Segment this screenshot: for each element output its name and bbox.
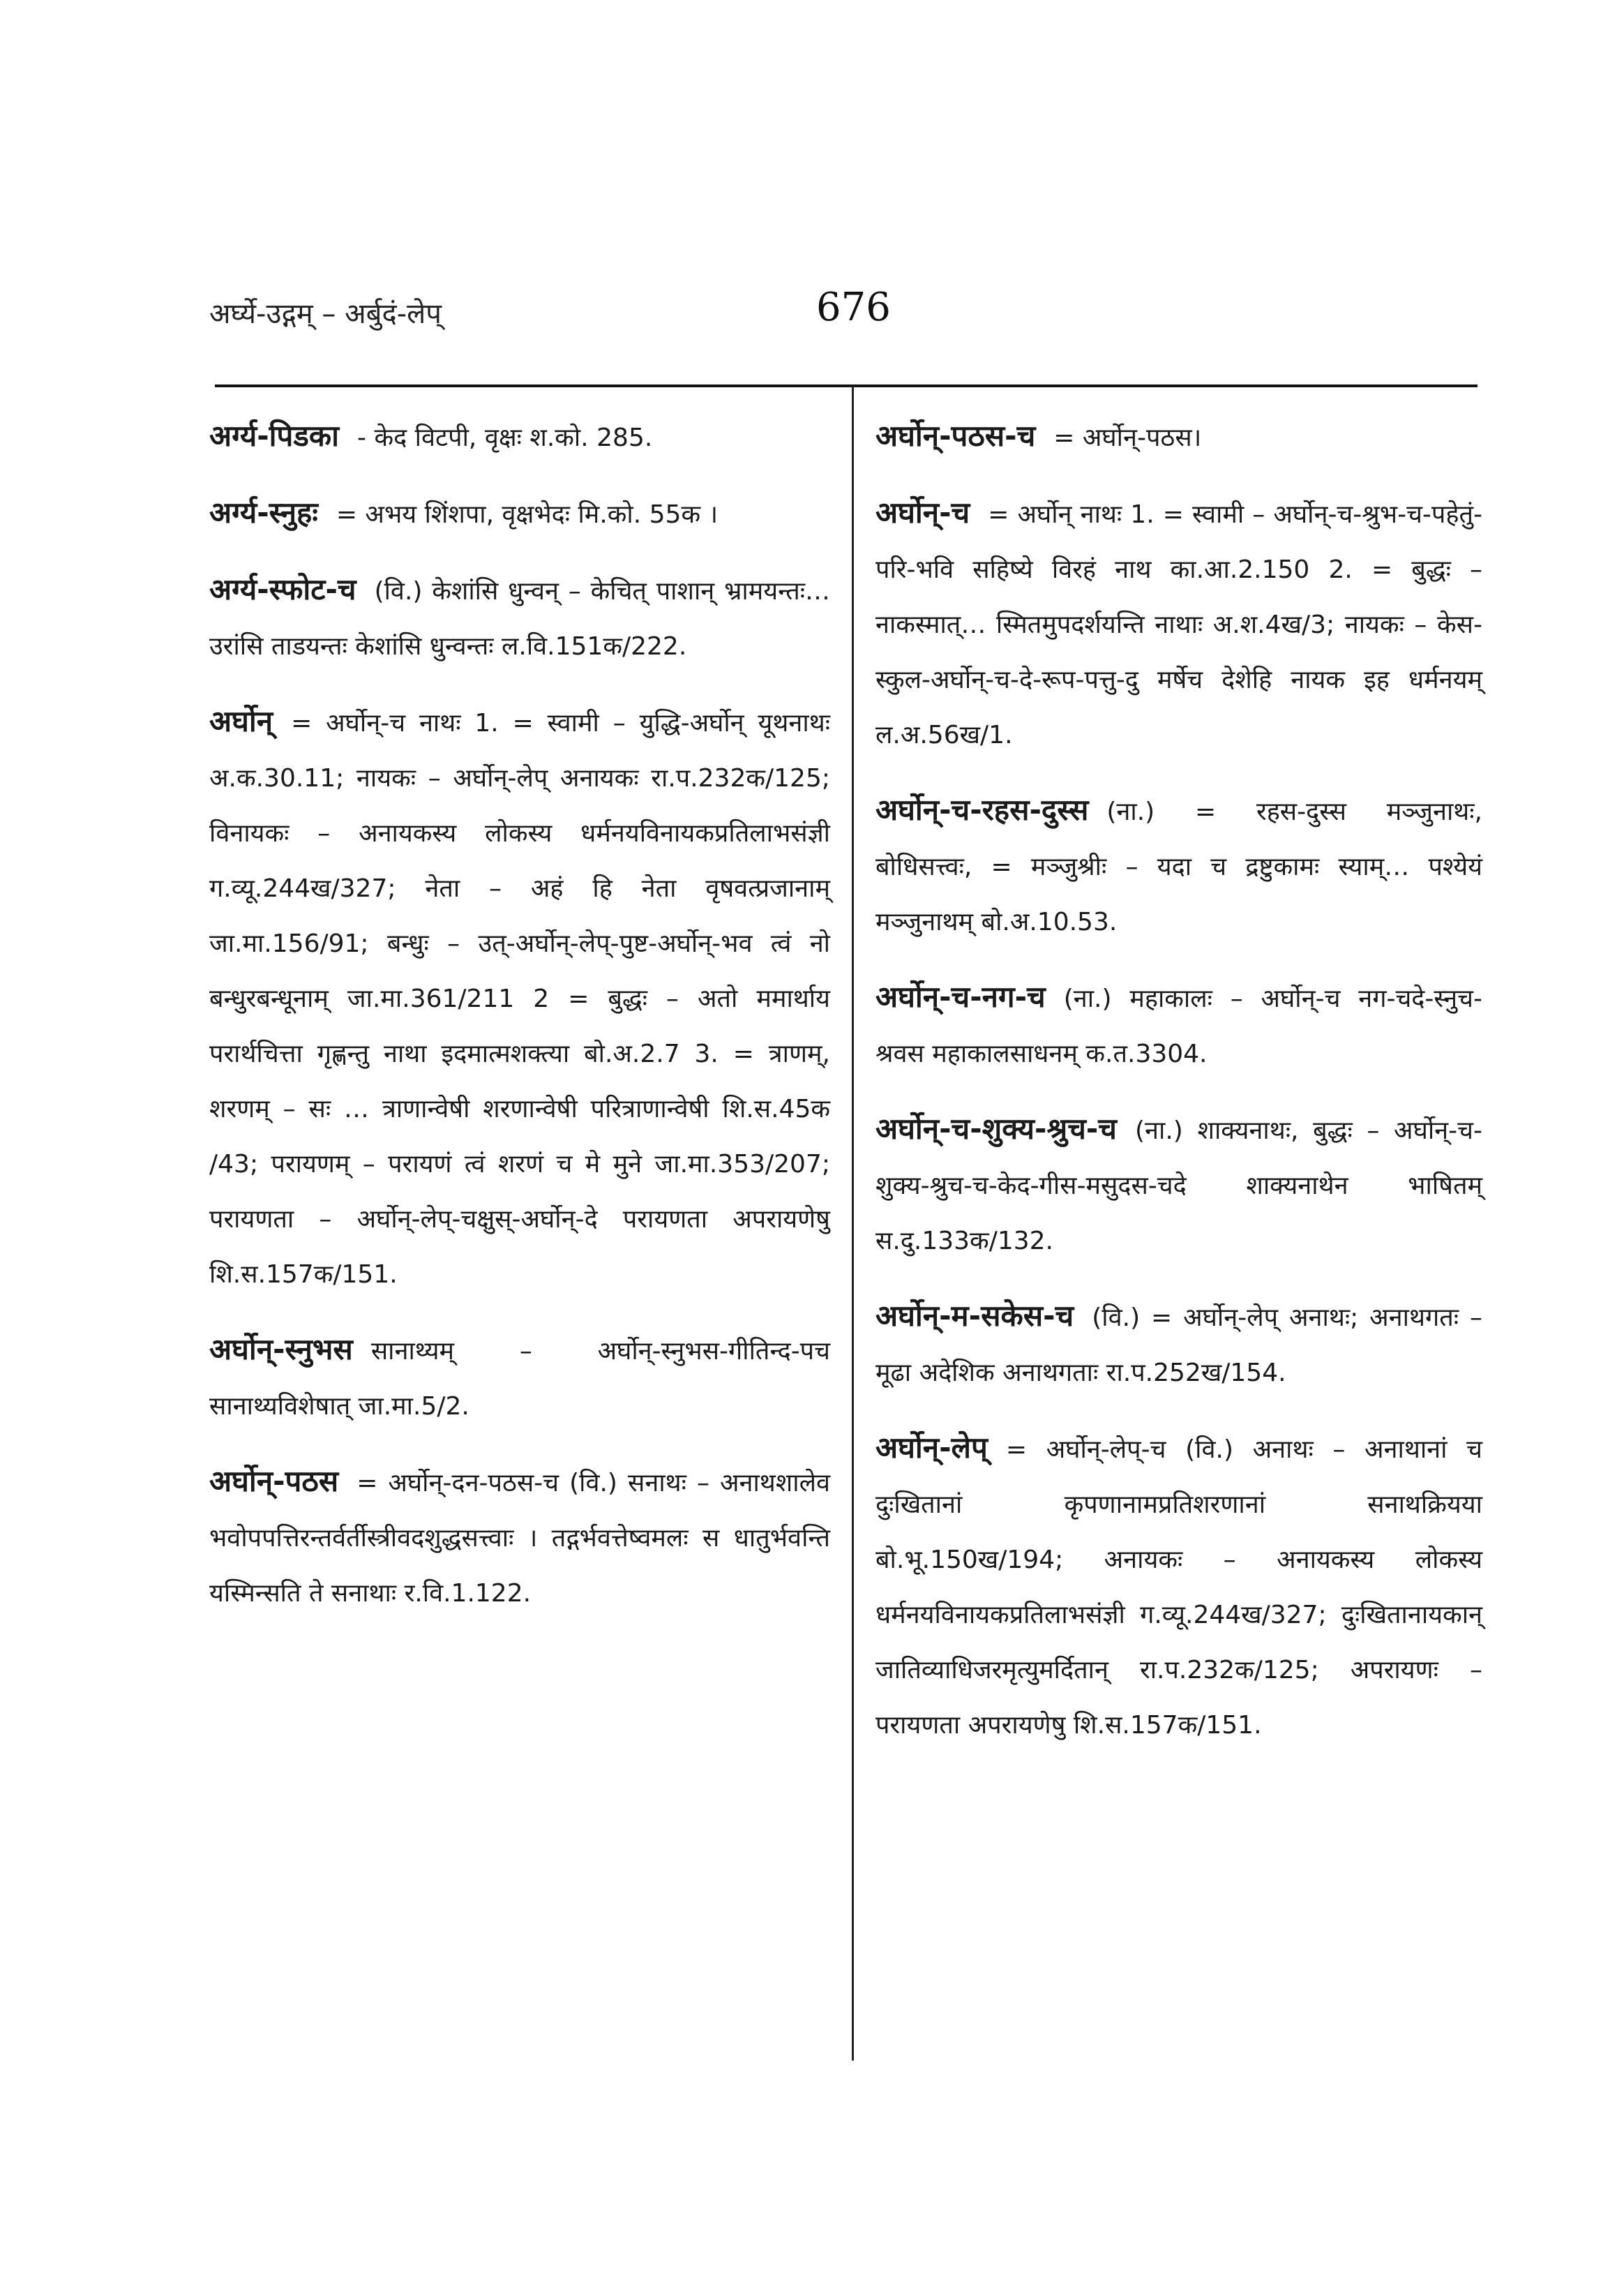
- page-number: 676: [816, 285, 891, 330]
- dictionary-entry: [875, 1420, 1482, 1753]
- entry-text: = अर्घोन्-च नाथः 1. = स्वामी – युद्धि-अर्घोन् यूथनाथः अ.क.30.11; नायकः – अर्घोन्-लेप् अनायकः रा.प.232क/125; विनायकः – अनायकस्य लोकस्य धर्मनयविनायकप्रतिलाभसंज्ञी ग.व्यू.244ख/327; नेता – अहं हि नेता वृषवत्प्रजानाम् जा.मा.156/91; बन्धुः – उत्-अर्घोन्-लेप्-पुष्ट-अर्घोन्-भव त्वं नो बन्धुरबन्धूनाम् जा.मा.361/211 2 = बुद्धः – अतो ममार्थाय परार्थचित्ता गृह्णन्तु नाथा इदमात्मशक्त्या बो.अ.2.7 3. = त्राणम्, शरणम् – सः … त्राणान्वेषी शरणान्वेषी परित्राणान्वेषी शि.स.45क /43; परायणम् – परायणं त्वं शरणं च मे मुने जा.मा.353/207; परायणता – अर्घोन्-लेप्-चक्षुस्-अर्घोन्-दे परायणता अपरायणेषु शि.स.157क/151.: [209, 709, 830, 1289]
- entry-headword: अर्ग्य-स्नुहः: [209, 495, 318, 530]
- entry-headword: अर्घोन्-च-शुक्य-श्रुच-च: [875, 1112, 1117, 1146]
- entry-text: = अर्घोन्-दन-पठस-च (वि.) सनाथः – अनाथशालेव भवोपपत्तिरन्तर्वर्तीस्त्रीवदशुद्धसत्त्वाः । तद्गर्भवत्तेष्वमलः स धातुर्भवन्ति यस्मिन्सति ते सनाथाः र.वि.1.122.: [209, 1469, 830, 1608]
- header-rule: [215, 384, 1478, 387]
- entry-headword: अर्ग्य-पिडका: [209, 419, 340, 453]
- dictionary-entry: [209, 1453, 830, 1621]
- entry-text: (वि.) केशांसि धुन्वन् – केचित् पाशान् भ्रामयन्तः… उरांसि ताडयन्तः केशांसि धुन्वन्तः ल.वि.151क/222.: [209, 577, 830, 661]
- dictionary-entry: [875, 782, 1482, 950]
- dictionary-entry: [875, 1101, 1482, 1269]
- dictionary-entry: [209, 562, 830, 674]
- entry-text: सानाथ्यम् – अर्घोन्-स्नुभस-गीतिन्द-पच सानाथ्यविशेषात् जा.मा.5/2.: [209, 1337, 830, 1421]
- dictionary-entry: [209, 694, 830, 1302]
- entry-text: (ना.) = रहस-दुस्स मञ्जुनाथः, बोधिसत्त्वः, = मञ्जुश्रीः – यदा च द्रष्टुकामः स्याम्… पश्येयं मञ्जुनाथम् बो.अ.10.53.: [875, 798, 1482, 936]
- entry-headword: अर्घोन्-म-सकेस-च: [875, 1299, 1074, 1333]
- dictionary-entry: [209, 485, 830, 542]
- running-head: अर्घ्ये-उद्गम् – अर्बुदं-लेप्: [209, 298, 442, 330]
- left-column: [209, 408, 830, 1640]
- entry-headword: अर्घोन्-च-नग-च: [875, 980, 1046, 1014]
- entry-text: = अर्घोन्-लेप्-च (वि.) अनाथः – अनाथानां च दुःखितानां कृपणानामप्रतिशरणानां सनाथक्रियया बो.भू.150ख/194; अनायकः – अनायकस्य लोकस्य धर्मनयविनायकप्रतिलाभसंज्ञी ग.व्यू.244ख/327; दुःखितानायकान् जातिव्याधिजरमृत्युमर्दितान् रा.प.232क/125; अपरायणः – परायणता अपरायणेषु शि.स.157क/151.: [875, 1435, 1482, 1740]
- entry-text: = अर्घोन्-पठस।: [1053, 424, 1202, 452]
- entry-text: (ना.) महाकालः – अर्घोन्-च नग-चदे-स्नुच-श्रवस महाकालसाधनम् क.त.3304.: [875, 985, 1482, 1068]
- dictionary-entry: [875, 408, 1482, 465]
- entry-headword: अर्घोन्-पठस: [209, 1464, 339, 1498]
- entry-headword: अर्घोन्-च: [875, 495, 970, 530]
- column-divider: [852, 386, 854, 2061]
- dictionary-entry: [209, 1322, 830, 1434]
- dictionary-entry: [209, 408, 830, 465]
- right-column: [875, 408, 1482, 1772]
- entry-headword: अर्ग्य-स्फोट-च: [209, 572, 356, 606]
- entry-text: (वि.) = अर्घोन्-लेप् अनाथः; अनाथगतः – मूढा अदेशिक अनाथगताः रा.प.252ख/154.: [875, 1303, 1482, 1387]
- entry-text: = अभय शिंशपा, वृक्षभेदः मि.को. 55क ।: [336, 500, 719, 529]
- entry-headword: अर्घोन्-लेप्: [875, 1430, 988, 1465]
- entry-headword: अर्घोन्-स्नुभस: [209, 1332, 353, 1366]
- entry-headword: अर्घोन्: [209, 704, 273, 738]
- entry-headword: अर्घोन्-च-रहस-दुस्स: [875, 793, 1089, 827]
- entry-headword: अर्घोन्-पठस-च: [875, 419, 1036, 453]
- dictionary-entry: [875, 969, 1482, 1082]
- entry-text: - केद विटपी, वृक्षः श.को. 285.: [357, 424, 653, 452]
- dictionary-entry: [875, 1288, 1482, 1400]
- entry-text: (ना.) शाक्यनाथः, बुद्धः – अर्घोन्-च-शुक्य-श्रुच-च-केद-गीस-मसुदस-चदे शाक्यनाथेन भाषितम् स.दु.133क/132.: [875, 1116, 1482, 1255]
- entry-text: = अर्घोन् नाथः 1. = स्वामी – अर्घोन्-च-श्रुभ-च-पहेतुं-परि-भवि सहिष्ये विरहं नाथ का.आ.2.150 2. = बुद्धः – नाकस्मात्… स्मितमुपदर्शयन्ति नाथाः अ.श.4ख/3; नायकः – केस-स्कुल-अर्घोन्-च-दे-रूप-पत्तु-दु मर्षेच देशेहि नायक इह धर्मनयम् ल.अ.56ख/1.: [875, 500, 1482, 749]
- dictionary-entry: [875, 485, 1482, 763]
